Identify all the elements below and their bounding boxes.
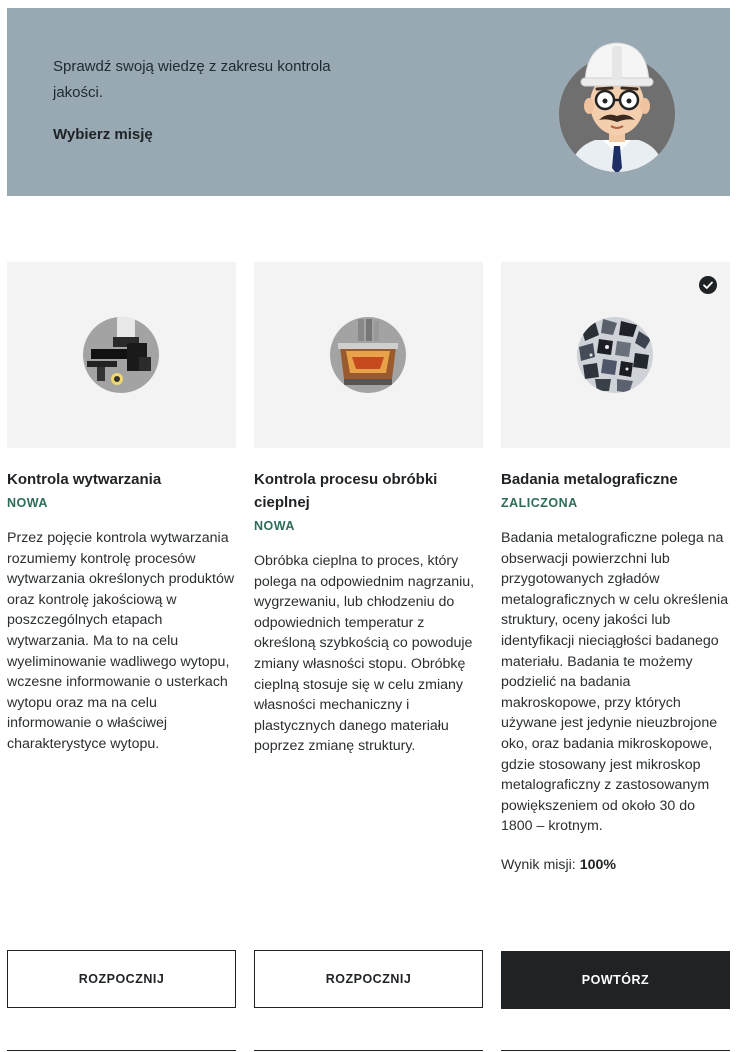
card-divider (7, 1050, 236, 1051)
start-mission-button[interactable]: ROZPOCZNIJ (254, 950, 483, 1008)
furnace-icon (330, 317, 406, 393)
mission-thumbnail (7, 262, 236, 448)
mission-result-value: 100% (579, 856, 616, 873)
mission-title: Kontrola wytwarzania (7, 471, 162, 488)
mission-description: Obróbka cieplna to proces, który polega na odpowiednim nagrzaniu, wygrzewaniu, lub chłodzeniu do odpowiednich temperatur z określoną szybkością co powoduje zmiany własności stopu. Obróbkę cieplną stosuje się w celu zmiany własności mechaniczny i plastycznych danego materiału poprzez zmianę struktury. (254, 553, 475, 755)
mission-status-badge: NOWA (7, 496, 48, 510)
check-circle-icon (699, 276, 717, 294)
card-divider (254, 1050, 483, 1051)
mission-card-kontrola-wytwarzania (7, 262, 236, 755)
mission-title: Kontrola procesu obróbki cieplnej (254, 471, 438, 511)
mission-description: Przez pojęcie kontrola wytwarzania rozumiemy kontrolę procesów wytwarzania określonych produktów oraz kontrolę jakościową w poszczególnych etapach wytwarzania. Ma to na celu wyeliminowanie wadliwego wytopu, wczesne informowanie o usterkach wytopu oraz ma na celu informowanie o właściwej charakterystyce wytopu. (7, 530, 235, 752)
mission-result-label: Wynik misji: (501, 856, 576, 873)
mission-title: Badania metalograficzne (501, 471, 678, 488)
card-divider (501, 1050, 730, 1051)
start-mission-button[interactable]: ROZPOCZNIJ (7, 950, 236, 1008)
mission-thumbnail (501, 262, 730, 448)
repeat-mission-button[interactable]: POWTÓRZ (501, 951, 730, 1009)
microscope-icon (83, 317, 159, 393)
mission-card-obrobka-cieplna (254, 262, 483, 757)
hero-text: Sprawdź swoją wiedzę z zakresu kontrola jakości. (53, 58, 331, 101)
mission-status-badge: NOWA (254, 519, 295, 533)
hero-cta: Wybierz misję (53, 126, 153, 143)
hero-banner (7, 8, 730, 196)
mission-result (501, 855, 730, 875)
mission-status-badge: ZALICZONA (501, 496, 578, 510)
mission-card-badania-metalograficzne (501, 262, 730, 875)
metallographic-sample-icon (577, 317, 653, 393)
engineer-avatar-icon (555, 36, 680, 176)
mission-description: Badania metalograficzne polega na obserwacji powierzchni lub przygotowanych zgładów metalograficznych w celu określenia struktury, oceny jakości lub identyfikacji nieciągłości badanego materiału. Badania te możemy podzielić na badania makroskopowe, przy których używane jest jedynie nieuzbrojone oko, oraz badania mikroskopowe, gdzie stosowany jest mikroskop metalograficzny z zastosowanym powiększeniem od około 30 do 1800 – krotnym. (501, 530, 729, 835)
mission-thumbnail (254, 262, 483, 448)
